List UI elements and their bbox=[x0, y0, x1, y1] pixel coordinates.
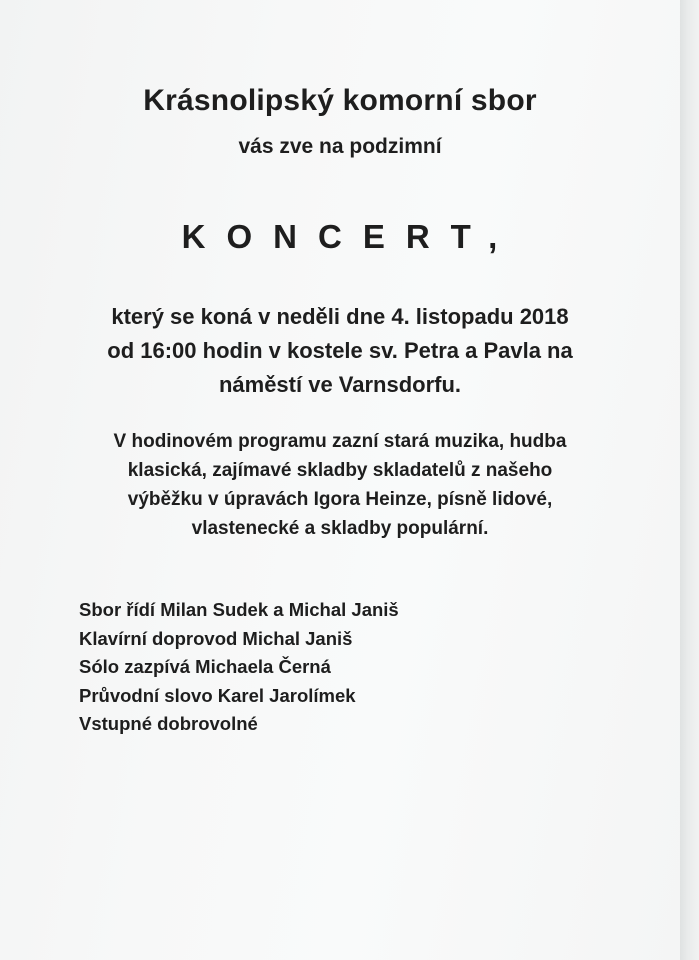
detail-soloist: Sólo zazpívá Michaela Černá bbox=[79, 656, 331, 677]
concert-headline: KONCERT, bbox=[181, 218, 519, 255]
detail-piano-accompaniment: Klavírní doprovod Michal Janiš bbox=[79, 627, 353, 649]
date-venue-line: který se koná v neděli dne 4. listopadu 2018 bbox=[111, 304, 569, 329]
date-venue-line: náměstí ve Varnsdorfu. bbox=[218, 372, 462, 397]
program-line: klasická, zajímavé skladby skladatelů z našeho bbox=[127, 460, 553, 481]
choir-title: Krásnolipský komorní sbor bbox=[143, 84, 537, 117]
invitation-subtitle: vás zve na podzimní bbox=[238, 135, 442, 158]
date-venue-paragraph bbox=[0, 300, 680, 402]
detail-admission: Vstupné dobrovolné bbox=[79, 713, 258, 734]
concert-details-list bbox=[79, 596, 399, 739]
program-line: V hodinovém programu zazní stará muzika, hudba bbox=[113, 431, 567, 452]
paper-edge bbox=[680, 0, 699, 960]
program-line: výběžku v úpravách Igora Heinze, písně lidové, bbox=[127, 489, 553, 510]
program-line: vlastenecké a skladby populární. bbox=[191, 518, 489, 539]
date-venue-line: od 16:00 hodin v kostele sv. Petra a Pavla na bbox=[107, 338, 573, 363]
detail-narrator: Průvodní slovo Karel Jarolímek bbox=[79, 684, 356, 706]
program-paragraph bbox=[0, 427, 680, 543]
detail-conductors: Sbor řídí Milan Sudek a Michal Janiš bbox=[79, 599, 399, 620]
